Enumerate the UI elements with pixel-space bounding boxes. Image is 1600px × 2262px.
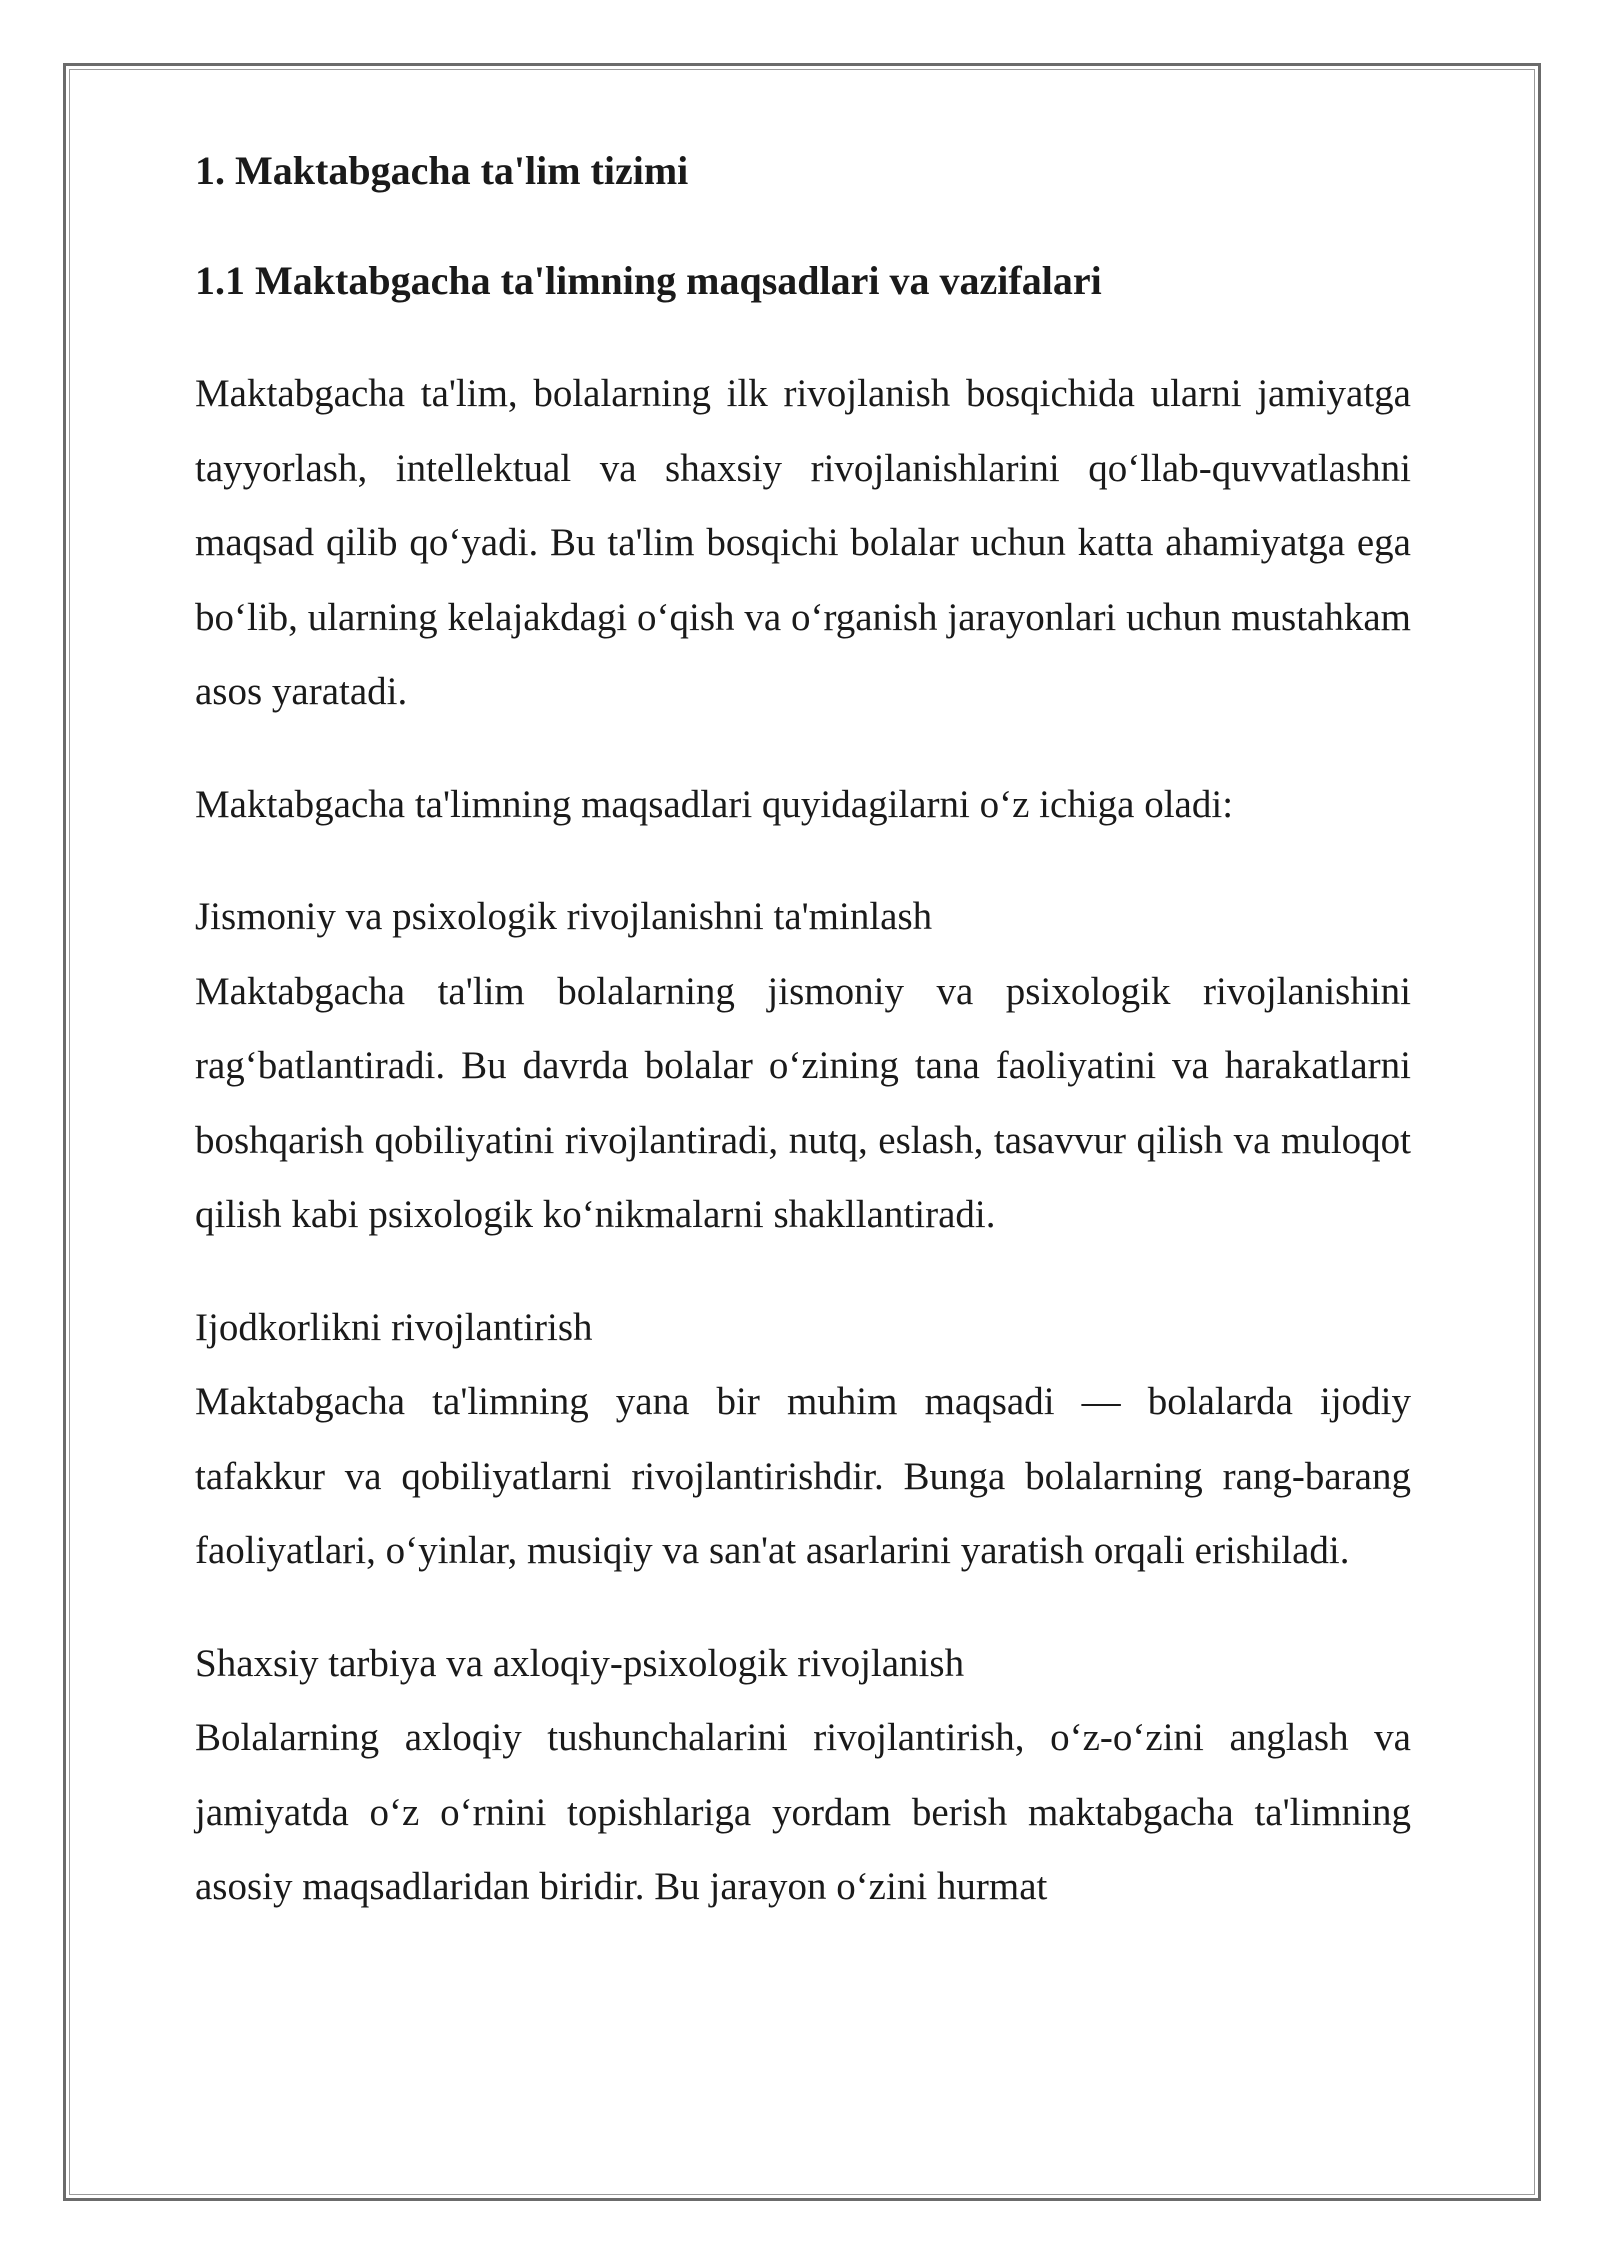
document-title: 1. Maktabgacha ta'lim tizimi	[195, 148, 689, 193]
goal-text-moral: Bolalarning axloqiy tushunchalarini rivojlantirish, o‘z-o‘zini anglash va jamiyatda o‘z o‘rnini topishlariga yordam berish maktabgacha ta'limning asosiy maqsadlaridan biridir. Bu jarayon o‘zini hurmat	[195, 1716, 1411, 1908]
document-body	[195, 140, 1411, 1963]
section-title: 1.1 Maktabgacha ta'limning maqsadlari va vazifalari	[195, 258, 1102, 303]
goal-heading-physical: Jismoniy va psixologik rivojlanishni ta'minlash	[195, 895, 933, 938]
intro-paragraph: Maktabgacha ta'lim, bolalarning ilk rivojlanish bosqichida ularni jamiyatga tayyorlash, intellektual va shaxsiy rivojlanishlarini qo‘llab-quvvatlashni maqsad qilib qo‘yadi. Bu ta'lim bosqichi bolalar uchun katta ahamiyatga ega bo‘lib, ularning kelajakdagi o‘qish va o‘rganish jarayonlari uchun mustahkam asos yaratadi.	[195, 372, 1411, 713]
goal-text-physical: Maktabgacha ta'lim bolalarning jismoniy va psixologik rivojlanishini rag‘batlantiradi. Bu davrda bolalar o‘zining tana faoliyatini va harakatlarni boshqarish qobiliyatini rivojlantiradi, nutq, eslash, tasavvur qilish va muloqot qilish kabi psixologik ko‘nikmalarni shakllantiradi.	[195, 969, 1411, 1236]
goal-heading-creativity: Ijodkorlikni rivojlantirish	[195, 1305, 593, 1349]
goal-heading-moral: Shaxsiy tarbiya va axloqiy-psixologik rivojlanish	[195, 1641, 965, 1685]
goals-intro: Maktabgacha ta'limning maqsadlari quyidagilarni o‘z ichiga oladi:	[195, 782, 1234, 826]
goal-text-creativity: Maktabgacha ta'limning yana bir muhim maqsadi — bolalarda ijodiy tafakkur va qobiliyatlarni rivojlantirishdir. Bunga bolalarning rang-barang faoliyatlari, o‘yinlar, musiqiy va san'at asarlarini yaratish orqali erishiladi.	[195, 1380, 1411, 1572]
